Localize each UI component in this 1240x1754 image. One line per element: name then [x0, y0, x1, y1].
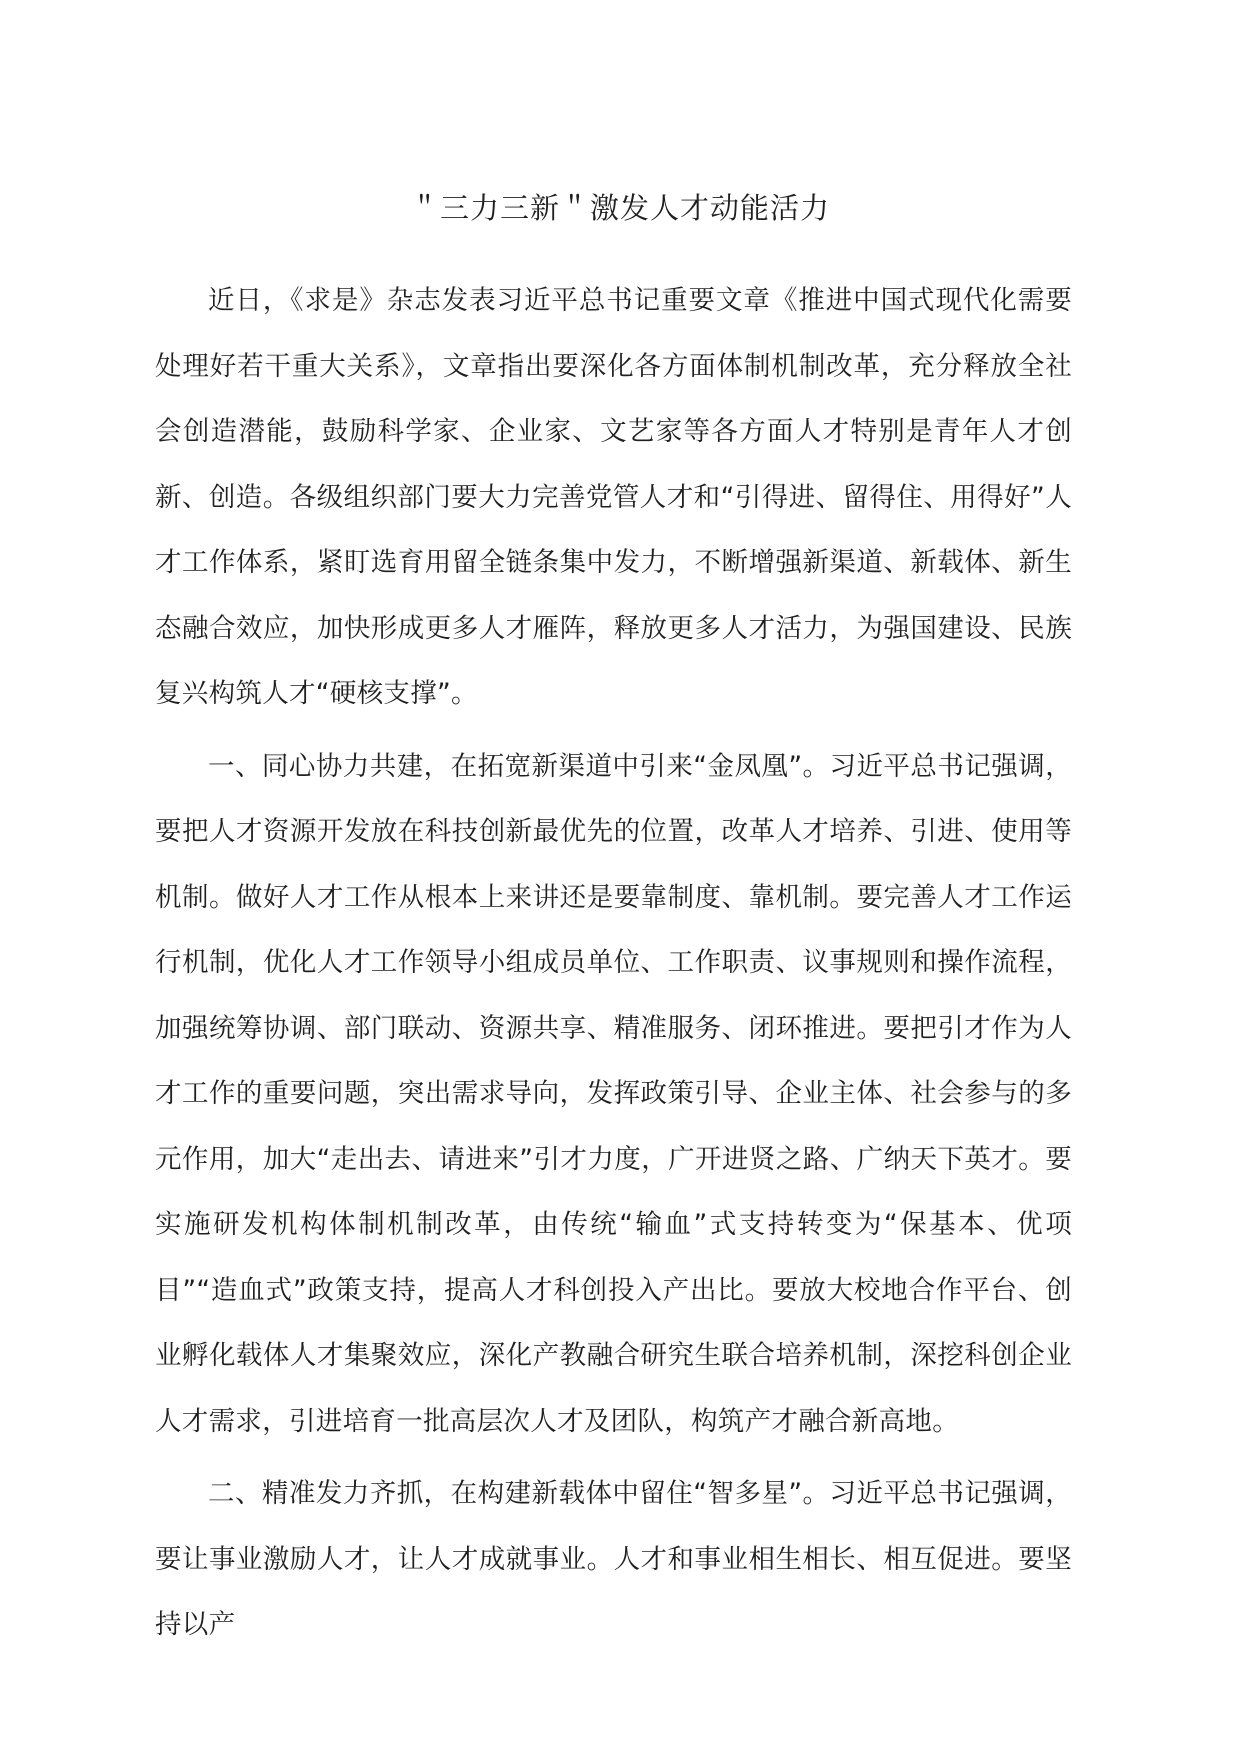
document-title: ＂三力三新＂激发人才动能活力: [409, 191, 830, 225]
document-body: [155, 268, 1072, 1665]
paragraph-intro: 近日，《求是》杂志发表习近平总书记重要文章《推进中国式现代化需要处理好若干重大关系》，文章指出要深化各方面体制机制改革，充分释放全社会创造潜能，鼓励科学家、企业家、文艺家等各方面人才特别是青年人才创新、创造。各级组织部门要大力完善党管人才和“引得进、留得住、用得好”人才工作体系，紧盯选育用留全链条集中发力，不断增强新渠道、新载体、新生态融合效应，加快形成更多人才雁阵，释放更多人才活力，为强国建设、民族复兴构筑人才“硬核支撑”。: [155, 285, 1072, 709]
paragraph-section-two: 二、精准发力齐抓，在构建新载体中留住“智多星”。习近平总书记强调，要让事业激励人才，让人才成就事业。人才和事业相生相长、相互促进。要坚持以产: [155, 1478, 1072, 1640]
paragraph-section-one: 一、同心协力共建，在拓宽新渠道中引来“金凤凰”。习近平总书记强调，要把人才资源开发放在科技创新最优先的位置，改革人才培养、引进、使用等机制。做好人才工作从根本上来讲还是要靠制度、靠机制。要完善人才工作运行机制，优化人才工作领导小组成员单位、工作职责、议事规则和操作流程，加强统筹协调、部门联动、资源共享、精准服务、闭环推进。要把引才作为人才工作的重要问题，突出需求导向，发挥政策引导、企业主体、社会参与的多元作用，加大“走出去、请进来”引才力度，广开进贤之路、广纳天下英才。要实施研发机构体制机制改革，由传统“输血”式支持转变为“保基本、优项目”“造血式”政策支持，提高人才科创投入产出比。要放大校地合作平台、创业孵化载体人才集聚效应，深化产教融合研究生联合培养机制，深挖科创企业人才需求，引进培育一批高层次人才及团队，构筑产才融合新高地。: [155, 750, 1072, 1437]
